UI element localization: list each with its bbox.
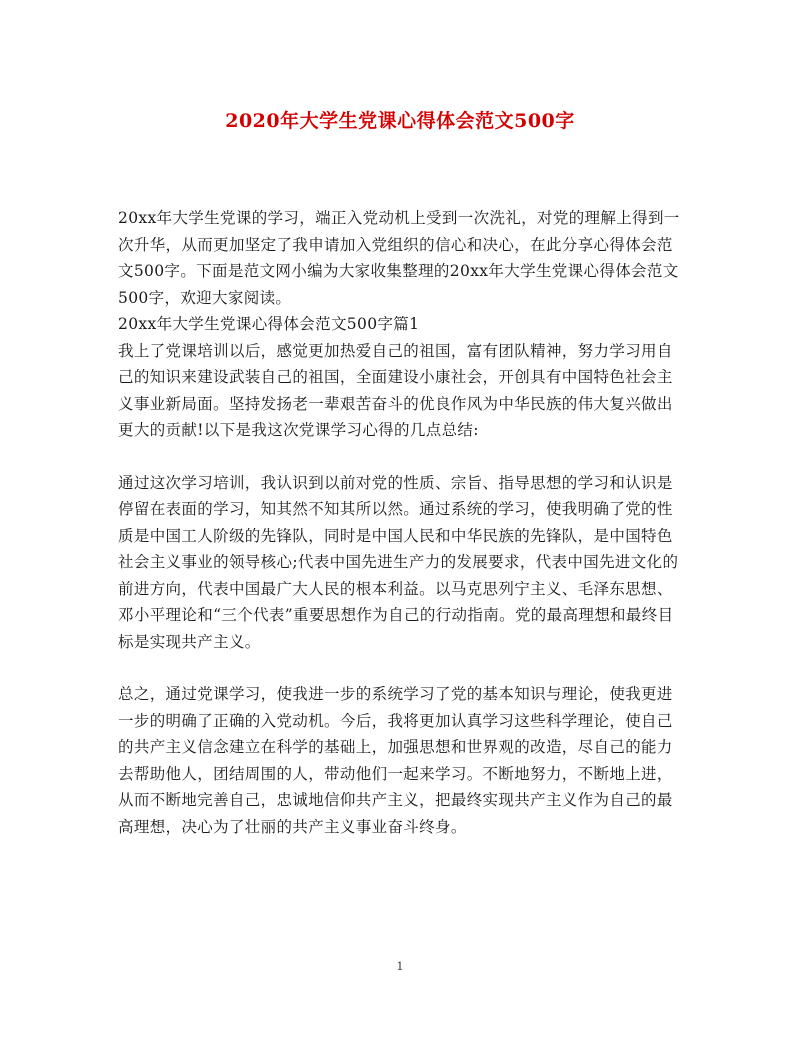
intro-paragraph: 20xx年大学生党课的学习，端正入党动机上受到一次洗礼，对党的理解上得到一次升华，从而更加坚定了我申请加入党组织的信心和决心，在此分享心得体会范文500字。下面是范文网小编为大家收集整理的20xx年大学生党课心得体会范文500字，欢迎大家阅读。 <box>118 209 680 307</box>
page-number: 1 <box>396 960 404 973</box>
paragraph-spacer <box>118 655 686 681</box>
body-paragraph-3: 总之，通过党课学习，使我进一步的系统学习了党的基本知识与理论，使我更进一步的明确了正确的入党动机。今后，我将更加认真学习这些科学理论，使自己的共产主义信念建立在科学的基础上，加强思想和世界观的改造，尽自己的能力去帮助他人，团结周围的人，带动他们一起来学习。不断地努力，不断地上进，从而不断地完善自己，忠诚地信仰共产主义，把最终实现共产主义作为自己的最高理想，决心为了壮丽的共产主义事业奋斗终身。 <box>118 685 673 836</box>
document-body <box>118 205 686 840</box>
body-paragraph-2: 通过这次学习培训，我认识到以前对党的性质、宗旨、指导思想的学习和认识是停留在表面的学习，知其然不知其所以然。通过系统的学习，使我明确了党的性质是中国工人阶级的先锋队，同时是中国人民和中华民族的先锋队，是中国特色社会主义事业的领导核心;代表中国先进生产力的发展要求，代表中国先进文化的前进方向，代表中国最广大人民的根本利益。以马克思列宁主义、毛泽东思想、邓小平理论和“三个代表”重要思想作为自己的行动指南。党的最高理想和最终目标是实现共产主义。 <box>118 473 679 651</box>
paragraph-spacer <box>118 444 686 470</box>
body-paragraph-1: 我上了党课培训以后，感觉更加热爱自己的祖国，富有团队精神，努力学习用自己的知识来建设武装自己的祖国，全面建设小康社会，开创具有中国特色社会主义事业新局面。坚持发扬老一辈艰苦奋斗的优良作风为中华民族的伟大复兴做出更大的贡献!以下是我这次党课学习心得的几点总结: <box>118 341 673 439</box>
section-heading: 20xx年大学生党课心得体会范文500字篇1 <box>118 315 420 333</box>
document-title: 2020年大学生党课心得体会范文500字 <box>225 110 575 132</box>
